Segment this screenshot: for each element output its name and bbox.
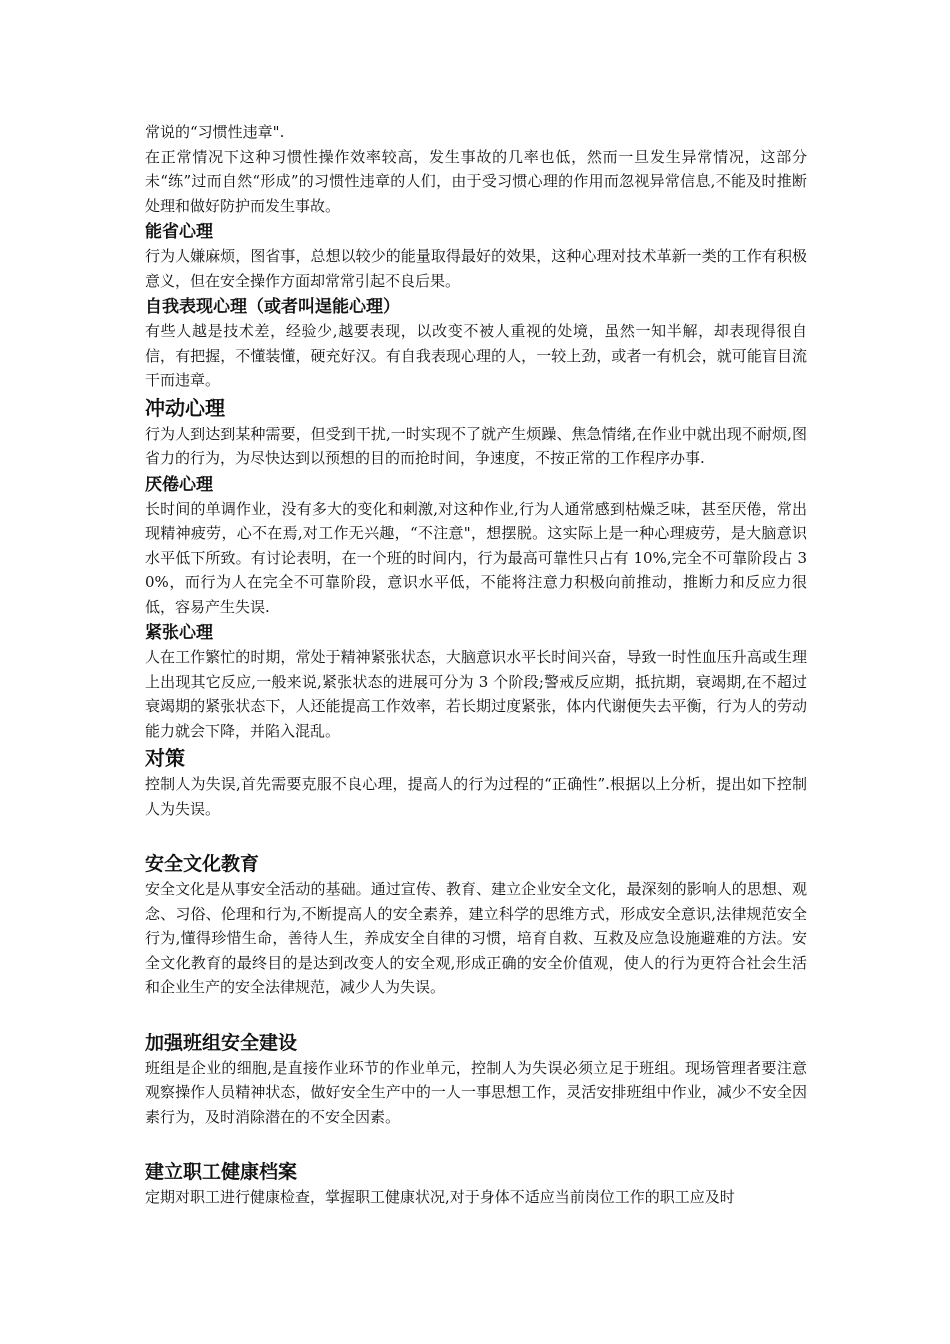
paragraph-self-display: 有些人越是技术差，经验少,越要表现，以改变不被人重视的处境，虽然一知半解，却表现得很自信，有把握，不懂装懂，硬充好汉。有自我表现心理的人，一较上劲，或者一有机会，就可能盲目流干而违章。: [145, 322, 807, 389]
paragraph-habit-detail: 在正常情况下这种习惯性操作效率较高，发生事故的几率也低，然而一旦发生异常情况，这部分未“练”过而自然“形成”的习惯性违章的人们，由于受习惯心理的作用而忽视异常信息,不能及时推断处理和做好防护而发生事故。: [145, 147, 807, 215]
document-page: [145, 120, 807, 1210]
heading-countermeasures: 对策: [145, 746, 185, 770]
heading-self-display: 自我表现心理（或者叫逞能心理）: [145, 297, 400, 317]
paragraph-safety-culture: 安全文化是从事安全活动的基础。通过宣传、教育、建立企业安全文化，最深刻的影响人的思想、观念、习俗、伦理和行为,不断提高人的安全素养，建立科学的思维方式，形成安全意识,法律规范安全行为,懂得珍惜生命，善待人生，养成安全自律的习惯，培育自救、互救及应急设施避难的方法。安全文化教育的最终目的是达到改变人的安全观,形成正确的安全价值观，使人的行为更符合社会生活和企业生产的安全法律规范，减少人为失误。: [145, 880, 807, 996]
heading-boredom: 厌倦心理: [145, 474, 213, 495]
paragraph-countermeasures: 控制人为失误,首先需要克服不良心理，提高人的行为过程的“正确性”.根据以上分析，提出如下控制人为失误。: [145, 775, 807, 818]
heading-safety-culture: 安全文化教育: [145, 853, 260, 875]
paragraph-tension: 人在工作繁忙的时期，常处于精神紧张状态，大脑意识水平长时间兴奋，导致一时性血压升高或生理上出现其它反应,一般来说,紧张状态的进展可分为 3 个阶段;警戒反应期，抵抗期，衰竭期,在不超过衰竭期的紧张状态下，人还能提高工作效率，若长期过度紧张，体内代谢便失去平衡，行为人的劳动能力就会下降，并陷入混乱。: [145, 648, 807, 740]
heading-tension: 紧张心理: [145, 623, 213, 643]
paragraph-health-records: 定期对职工进行健康检查，掌握职工健康状况,对于身体不适应当前岗位工作的职工应及时: [145, 1188, 735, 1206]
heading-health-records: 建立职工健康档案: [145, 1161, 298, 1183]
paragraph-boredom: 长时间的单调作业，没有多大的变化和刺激,对这种作业,行为人通常感到枯燥乏味，甚至厌倦，常出现精神疲劳，心不在焉,对工作无兴趣，“不注意"，想摆脱。这实际上是一种心理疲劳，是大脑意识水平低下所致。有讨论表明，在一个班的时间内，行为最高可靠性只占有 10%,完全不可靠阶段占 30%，而行为人在完全不可靠阶段，意识水平低，不能将注意力积极向前推动，推断力和反应力很低，容易产生失误.: [145, 499, 807, 616]
paragraph-habit-intro: 常说的“习惯性违章".: [145, 123, 285, 141]
paragraph-impulse: 行为人到达到某种需要，但受到干扰,一时实现不了就产生烦躁、焦急情绪,在作业中就出现不耐烦,图省力的行为，为尽快达到以预想的目的而抢时间，争速度，不按正常的工作程序办事.: [145, 424, 807, 467]
heading-impulse: 冲动心理: [145, 395, 225, 420]
heading-save-effort: 能省心理: [145, 222, 213, 242]
heading-team-safety: 加强班组安全建设: [145, 1031, 298, 1054]
paragraph-save-effort: 行为人嫌麻烦，图省事，总想以较少的能量取得最好的效果，这种心理对技术革新一类的工作有积极意义，但在安全操作方面却常常引起不良后果。: [145, 247, 807, 290]
paragraph-team-safety: 班组是企业的细胞,是直接作业环节的作业单元，控制人为失误必须立足于班组。现场管理者要注意观察操作人员精神状态，做好安全生产中的一人一事思想工作，灵活安排班组中作业，减少不安全因素行为，及时消除潜在的不安全因素。: [145, 1058, 807, 1126]
